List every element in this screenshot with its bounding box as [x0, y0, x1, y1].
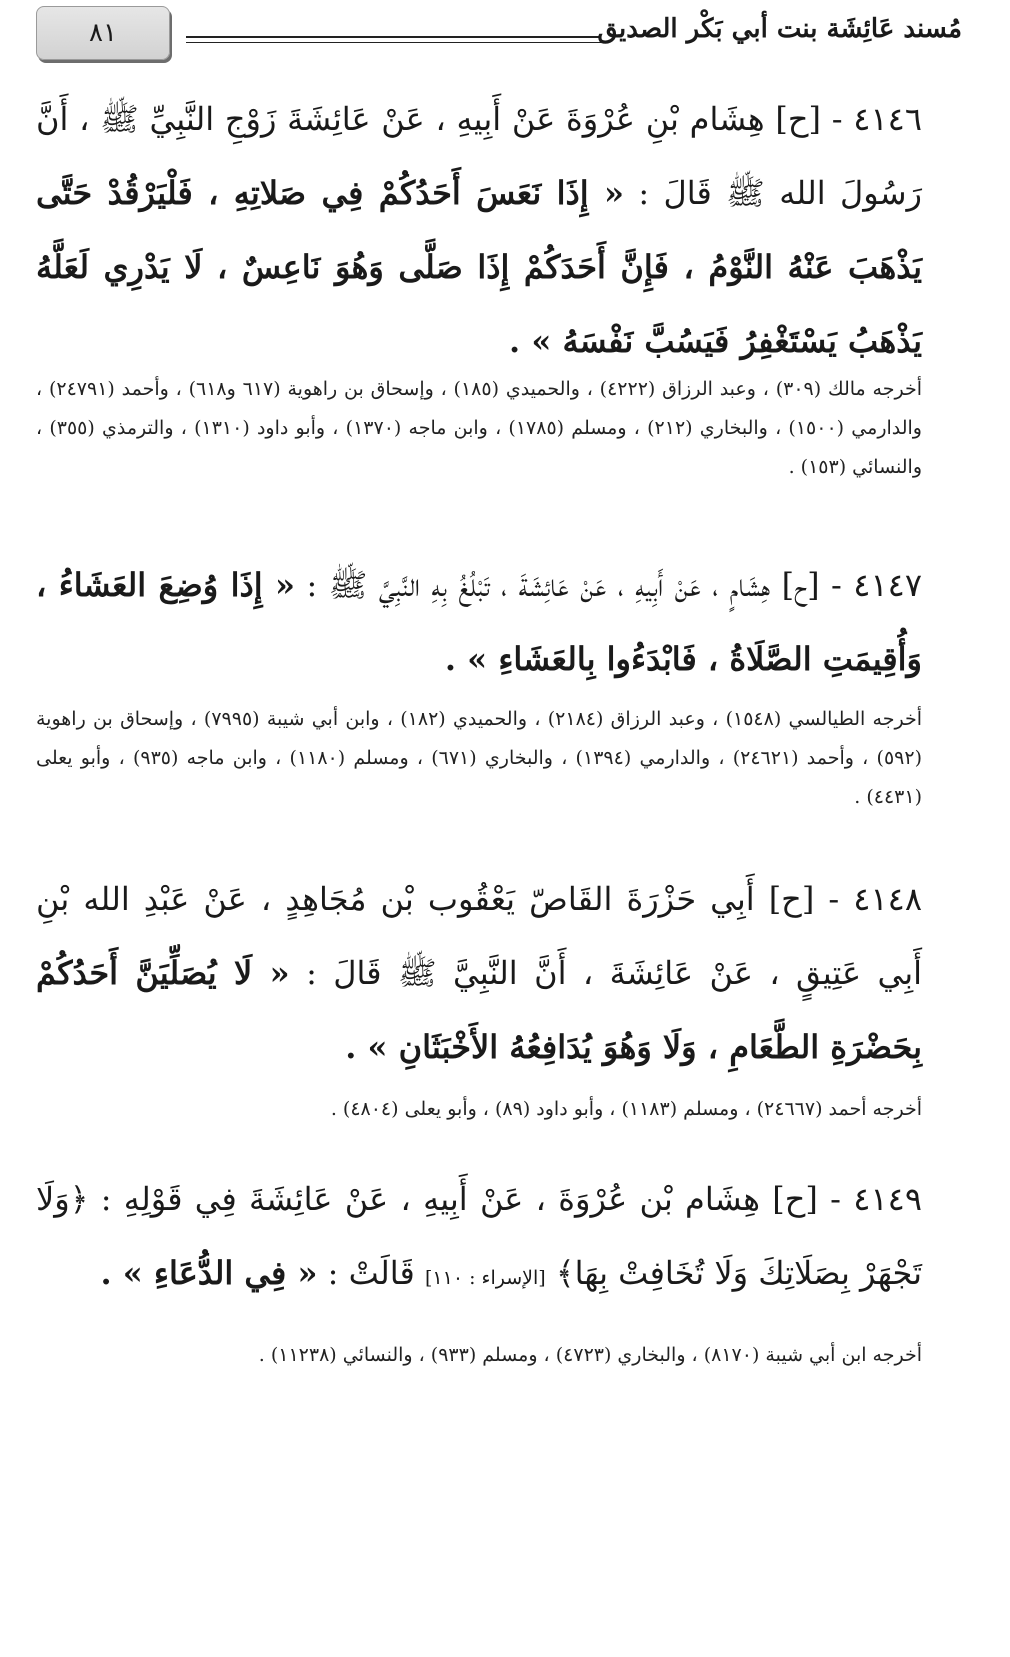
takhrij-note: أخرجه الطيالسي (١٥٤٨) ، وعبد الرزاق (٢١٨٤) ، والحميدي (١٨٢) ، وابن أبي شيبة (٧٩٩٥) ، وإسحاق بن راهوية (٥٩٢) ، وأحمد (٢٤٦٢١) ، والدارمي (١٣٩٤) ، والبخاري (٦٧١) ، ومسلم (١١٨٠) ، وابن ماجه (٩٣٥) ، وأبو يعلى (٤٤٣١) .: [36, 708, 922, 808]
hadith-entry: [36, 548, 922, 696]
hadith-number: ٤١٤٩: [853, 1180, 923, 1218]
hadith-entry: [36, 862, 922, 1084]
header-rule: [186, 36, 601, 38]
hadith-entry: [36, 82, 922, 378]
hadith-continuation: قَالَتْ :: [327, 1254, 415, 1292]
takhrij-note: أخرجه ابن أبي شيبة (٨١٧٠) ، والبخاري (٤٧٢٣) ، ومسلم (٩٣٣) ، والنسائي (١١٢٣٨) .: [258, 1344, 922, 1366]
page-number: ٨١: [89, 18, 117, 48]
header-rule-thin: [186, 42, 601, 43]
page-number-tab: [36, 6, 170, 60]
hadith-isnad: - [ح] أَبِي حَزْرَةَ القَاصّ يَعْقُوب بْن مُجَاهِدٍ ، عَنْ عَبْدِ الله بْنِ أَبِي عَتِيقٍ ، عَنْ عَائِشَةَ ، أَنَّ النَّبِيَّ ﷺ قَالَ :: [36, 880, 923, 992]
hadith-matn: « إِذَا نَعَسَ أَحَدُكُمْ فِي صَلاتِهِ ، فَلْيَرْقُدْ حَتَّى يَذْهَبَ عَنْهُ النَّوْمُ ، فَإِنَّ أَحَدَكُمْ إِذَا صَلَّى وَهُوَ نَاعِسٌ ، لَا يَدْرِي لَعَلَّهُ يَذْهَبُ يَسْتَغْفِرُ فَيَسُبَّ نَفْسَهُ » .: [36, 174, 922, 360]
hadith-number: ٤١٤٨: [853, 880, 923, 918]
quran-verse: ﴿وَلَا تَجْهَرْ بِصَلَاتِكَ وَلَا تُخَافِتْ بِهَا﴾: [36, 1180, 922, 1292]
hadith-isnad: - [ح] هِشَام بْن عُرْوَةَ ، عَنْ أَبِيهِ ، عَنْ عَائِشَةَ فِي قَوْلِهِ :: [100, 1180, 841, 1218]
takhrij-note: أخرجه أحمد (٢٤٦٦٧) ، ومسلم (١١٨٣) ، وأبو داود (٨٩) ، وأبو يعلى (٤٨٠٤) .: [330, 1098, 922, 1120]
takhrij-note: أخرجه مالك (٣٠٩) ، وعبد الرزاق (٤٢٢٢) ، والحميدي (١٨٥) ، وإسحاق بن راهوية (٦١٧ و٦١٨) ، وأحمد (٢٤٧٩١) ، والدارمي (١٥٠٠) ، والبخاري (٢١٢) ، ومسلم (١٧٨٥) ، وابن ماجه (١٣٧٠) ، وأبو داود (١٣١٠) ، والترمذي (٣٥٥) ، والنسائي (١٥٣) .: [36, 378, 922, 478]
quran-reference: [الإسراء : ١١٠]: [424, 1267, 546, 1289]
hadith-matn: « فِي الدُّعَاءِ » .: [100, 1254, 318, 1292]
hadith-number: ٤١٤٧: [853, 566, 923, 604]
hadith-matn: « إِذَا وُضِعَ العَشَاءُ ، وَأُقِيمَتِ الصَّلَاةُ ، فَابْدَءُوا بِالعَشَاءِ » .: [36, 566, 922, 678]
hadith-entry: [36, 1162, 922, 1315]
hadith-matn: « لَا يُصَلِّيَنَّ أَحَدُكُمْ بِحَضْرَةِ الطَّعَامِ ، وَلَا وَهُوَ يُدَافِعُهُ الأَخْبَثَانِ » .: [36, 954, 922, 1066]
page-header: [36, 6, 962, 62]
hadith-number: ٤١٤٦: [853, 100, 923, 138]
running-title: مُسند عَائِشَة بنت أبي بَكْر الصديق: [597, 14, 962, 44]
hadith-isnad: - [ح] هِشَام بْنِ عُرْوَةَ عَنْ أَبِيهِ ، عَنْ عَائِشَةَ زَوْجِ النَّبِيِّ ﷺ ، أَنَّ رَسُولَ الله ﷺ قَالَ :: [36, 100, 922, 212]
hadith-isnad: - [ح] هِشَامٍ ، عَنْ أَبِيهِ ، عَنْ عَائِشَةَ ، تَبْلُغُ بِهِ النَّبِيَّ ﷺ :: [306, 566, 842, 604]
